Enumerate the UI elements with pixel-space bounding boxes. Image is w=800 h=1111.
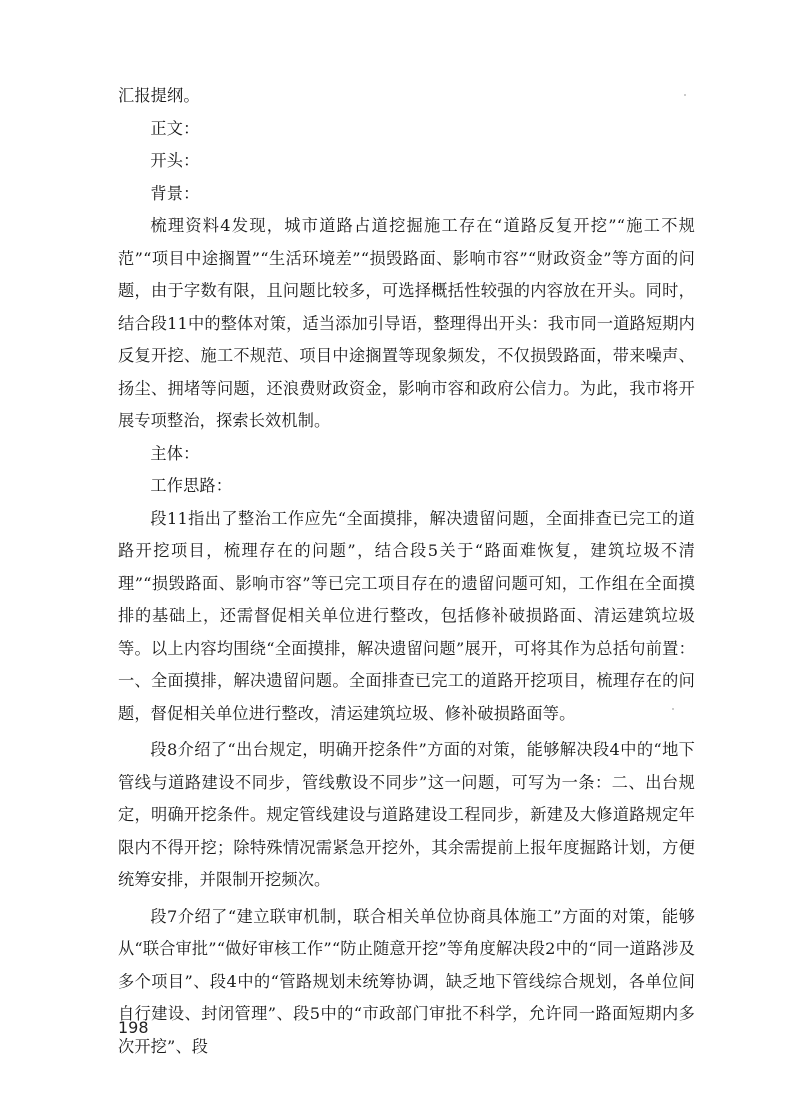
paragraph-section-8: 段8介绍了“出台规定，明确开挖条件”方面的对策，能够解决段4中的“地下管线与道路建设不同步，管线敷设不同步”这一问题，可写为一条：二、出台规定，明确开挖条件。规定管线建设与道路建设工程同步，新建及大修道路规定年限内不得开挖；除特殊情况需紧急开挖外，其余需提前上报年度掘路计划，方便统筹安排，并限制开挖频次。 xyxy=(118,740,695,889)
scan-speck xyxy=(672,708,674,710)
paragraph-background: 梳理资料4发现，城市道路占道挖掘施工存在“道路反复开挖”“施工不规范”“项目中途搁置”“生活环境差”“损毁路面、影响市容”“财政资金”等方面的问题，由于字数有限，且问题比较多，可选择概括性较强的内容放在开头。同时，结合段11中的整体对策，适当添加引导语，整理得出开头：我市同一道路短期内反复开挖、施工不规范、项目中途搁置等现象频发，不仅损毁路面，带来噪声、扬尘、拥堵等问题，还浪费财政资金，影响市容和政府公信力。为此，我市将开展专项整治，探索长效机制。 xyxy=(118,216,695,430)
heading-background: 背景： xyxy=(150,183,200,203)
paragraph-outline-end: 汇报提纲。 xyxy=(118,86,200,105)
body-text xyxy=(118,80,695,1063)
heading-opening: 开头： xyxy=(150,151,200,170)
page-number: 198 xyxy=(118,1018,149,1037)
paragraph-section-7: 段7介绍了“建立联审机制，联合相关单位协商具体施工”方面的对策，能够从“联合审批”“做好审核工作”“防止随意开挖”等角度解决段2中的“同一道路涉及多个项目”、段4中的“管路规划未统筹协调，缺乏地下管线综合规划，各单位间自行建设、封闭管理”、段5中的“市政部门审批不科学，允许同一路面短期内多次开挖”、段 xyxy=(118,906,695,1056)
heading-work-approach: 工作思路： xyxy=(150,476,233,495)
heading-body: 主体： xyxy=(150,443,200,463)
paragraph-section-11: 段11指出了整治工作应先“全面摸排，解决遗留问题，全面排查已完工的道路开挖项目，梳理存在的问题”，结合段5关于“路面难恢复，建筑垃圾不清理”“损毁路面、影响市容”等已完工项目存在的遗留问题可知，工作组在全面摸排的基础上，还需督促相关单位进行整改，包括修补破损路面、清运建筑垃圾等。以上内容均围绕“全面摸排，解决遗留问题”展开，可将其作为总括句前置：一、全面摸排，解决遗留问题。全面排查已完工的道路开挖项目，梳理存在的问题，督促相关单位进行整改，清运建筑垃圾、修补破损路面等。 xyxy=(118,508,695,723)
scan-speck xyxy=(684,94,686,96)
heading-main-text: 正文： xyxy=(150,118,200,138)
